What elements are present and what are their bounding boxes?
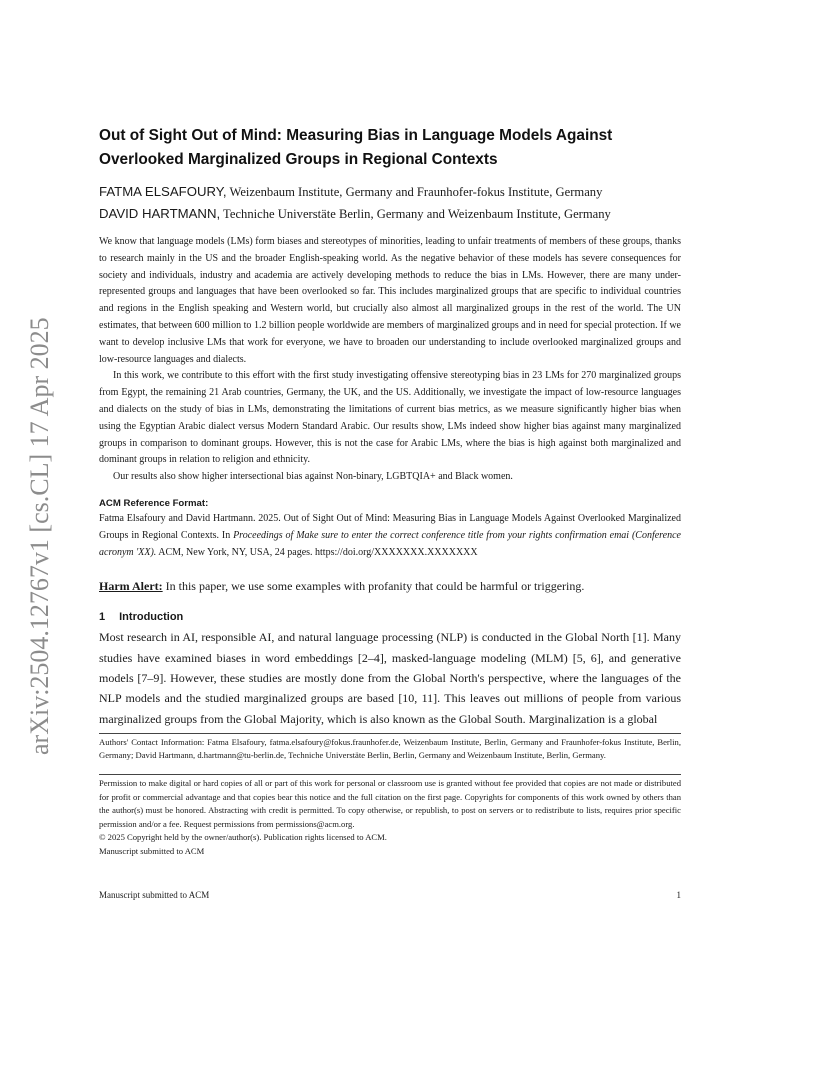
section-title: Introduction — [119, 611, 184, 624]
page-footer — [99, 890, 681, 900]
acm-reference-text — [99, 511, 681, 561]
permission-divider — [99, 774, 681, 775]
author-line-1 — [99, 181, 681, 203]
paper-first-page — [99, 124, 681, 859]
harm-alert-label: Harm Alert: — [99, 579, 163, 594]
introduction-paragraph: Most research in AI, responsible AI, and natural language processing (NLP) is conducted in the Global North [1]. Many studies have examined biases in word embeddings [2–4], masked-language modeling (MLM) [5, 6], and generative models [7–9]. However, these studies are mostly done from the Global North's perspective, where the languages of the NLP models and the studied marginalized groups are based [10, 11]. This leaves out millions of people from various marginalized groups from the Global Majority, which is also known as the Global South. Marginalization is a global — [99, 630, 681, 726]
abstract-paragraph: Our results also show higher intersectional bias against Non-binary, LGBTQIA+ and Black women. — [113, 471, 513, 483]
abstract-paragraph: We know that language models (LMs) form biases and stereotypes of minorities, leading to unfair treatments of members of these groups, thanks to research mainly in the US and the broader English-speaking world. As the negative behavior of these models has severe consequences for society and individuals, industry and academia are actively developing methods to reduce the bias in LMs. However, there are many under-represented groups and languages that have been overlooked so far. This includes marginalized groups that are specific to individual countries and regions in the English speaking and Western world, but crucially also almost all marginalized groups in the rest of the world. The UN estimates, that between 600 million to 1.2 billion people worldwide are members of marginalized groups and in need for special protection. If we want to develop inclusive LMs that work for everyone, we have to broaden our understanding to include overlooked marginalized groups and low-resource languages and dialects. — [99, 236, 681, 365]
copyright-notice: © 2025 Copyright held by the owner/author(s). Publication rights licensed to ACM. — [99, 832, 387, 843]
author-contact-info: Authors' Contact Information: Fatma Elsafoury, fatma.elsafoury@fokus.fraunhofer.de, Weizenbaum Institute, Berlin, Germany and Fraunhofer-fokus Institute, Berlin, Germany; David Hartmann, d.hartmann@tu-berlin.de, Techniche Universtäte Berlin, Berlin, Germany and Weizenbaum Institute, Berlin, Germany. — [99, 736, 681, 761]
author-line-2 — [99, 203, 681, 225]
acm-reference-heading: ACM Reference Format: — [99, 497, 209, 509]
author-name: DAVID HARTMANN, — [99, 206, 221, 221]
arxiv-identifier: arXiv:2504.12767v1 [cs.CL] 17 Apr 2025 — [25, 317, 54, 755]
abstract-paragraph: In this work, we contribute to this effort with the first study investigating offensive stereotyping bias in 23 LMs for 270 marginalized groups from Egypt, the remaining 21 Arab countries, Germany, the UK, and the US. Additionally, we investigate the impact of low-resource languages and dialects on the study of bias in LMs, demonstrating the limitations of current bias metrics, as we measure significantly higher bias when using the Egyptian Arabic dialect versus Modern Standard Arabic. Our results show, LMs indeed show higher bias against many marginalized groups in comparison to dominant groups. However, this is not the case for Arabic LMs, where the bias is high against both marginalized and dominant groups in relation to religion and ethnicity. — [99, 370, 681, 466]
paper-title: Out of Sight Out of Mind: Measuring Bias in Language Models Against Overlooked Marginalized Groups in Regional Contexts — [99, 127, 613, 168]
abstract — [99, 234, 681, 486]
section-heading — [99, 611, 681, 623]
harm-alert — [99, 577, 681, 595]
reference-proceedings: Proceedings of Make sure to enter the correct conference title from your rights confirmation emai (Conference acronym 'XX). — [99, 529, 681, 558]
reference-text: Fatma Elsafoury and David Hartmann. 2025. Out of Sight Out of Mind: Measuring Bias in Language Models Against Overlooked Marginalized Groups in Regional Contexts. In — [99, 512, 681, 541]
permission-notice: Permission to make digital or hard copies of all or part of this work for personal or classroom use is granted without fee provided that copies are not made or distributed for profit or commercial advantage and that copies bear this notice and the full citation on the first page. Copyrights for components of this work owned by others than the author(s) must be honored. Abstracting with credit is permitted. To copy otherwise, or republish, to post on servers or to redistribute to lists, requires prior specific permission and/or a fee. Request permissions from permissions@acm.org. — [99, 778, 681, 829]
harm-alert-text: In this paper, we use some examples with profanity that could be harmful or triggering. — [162, 579, 585, 594]
section-number: 1 — [99, 611, 106, 624]
reference-doi: ACM, New York, NY, USA, 24 pages. https://doi.org/XXXXXXX.XXXXXXX — [156, 546, 478, 558]
manuscript-note: Manuscript submitted to ACM — [99, 845, 205, 856]
author-name: FATMA ELSAFOURY, — [99, 184, 227, 199]
footnote-divider — [99, 733, 681, 734]
page-number: 1 — [676, 890, 681, 900]
author-affiliation: Techniche Universtäte Berlin, Germany and Weizenbaum Institute, Germany — [220, 207, 611, 221]
author-affiliation: Weizenbaum Institute, Germany and Fraunhofer-fokus Institute, Germany — [226, 185, 603, 199]
footer-manuscript: Manuscript submitted to ACM — [99, 890, 210, 900]
